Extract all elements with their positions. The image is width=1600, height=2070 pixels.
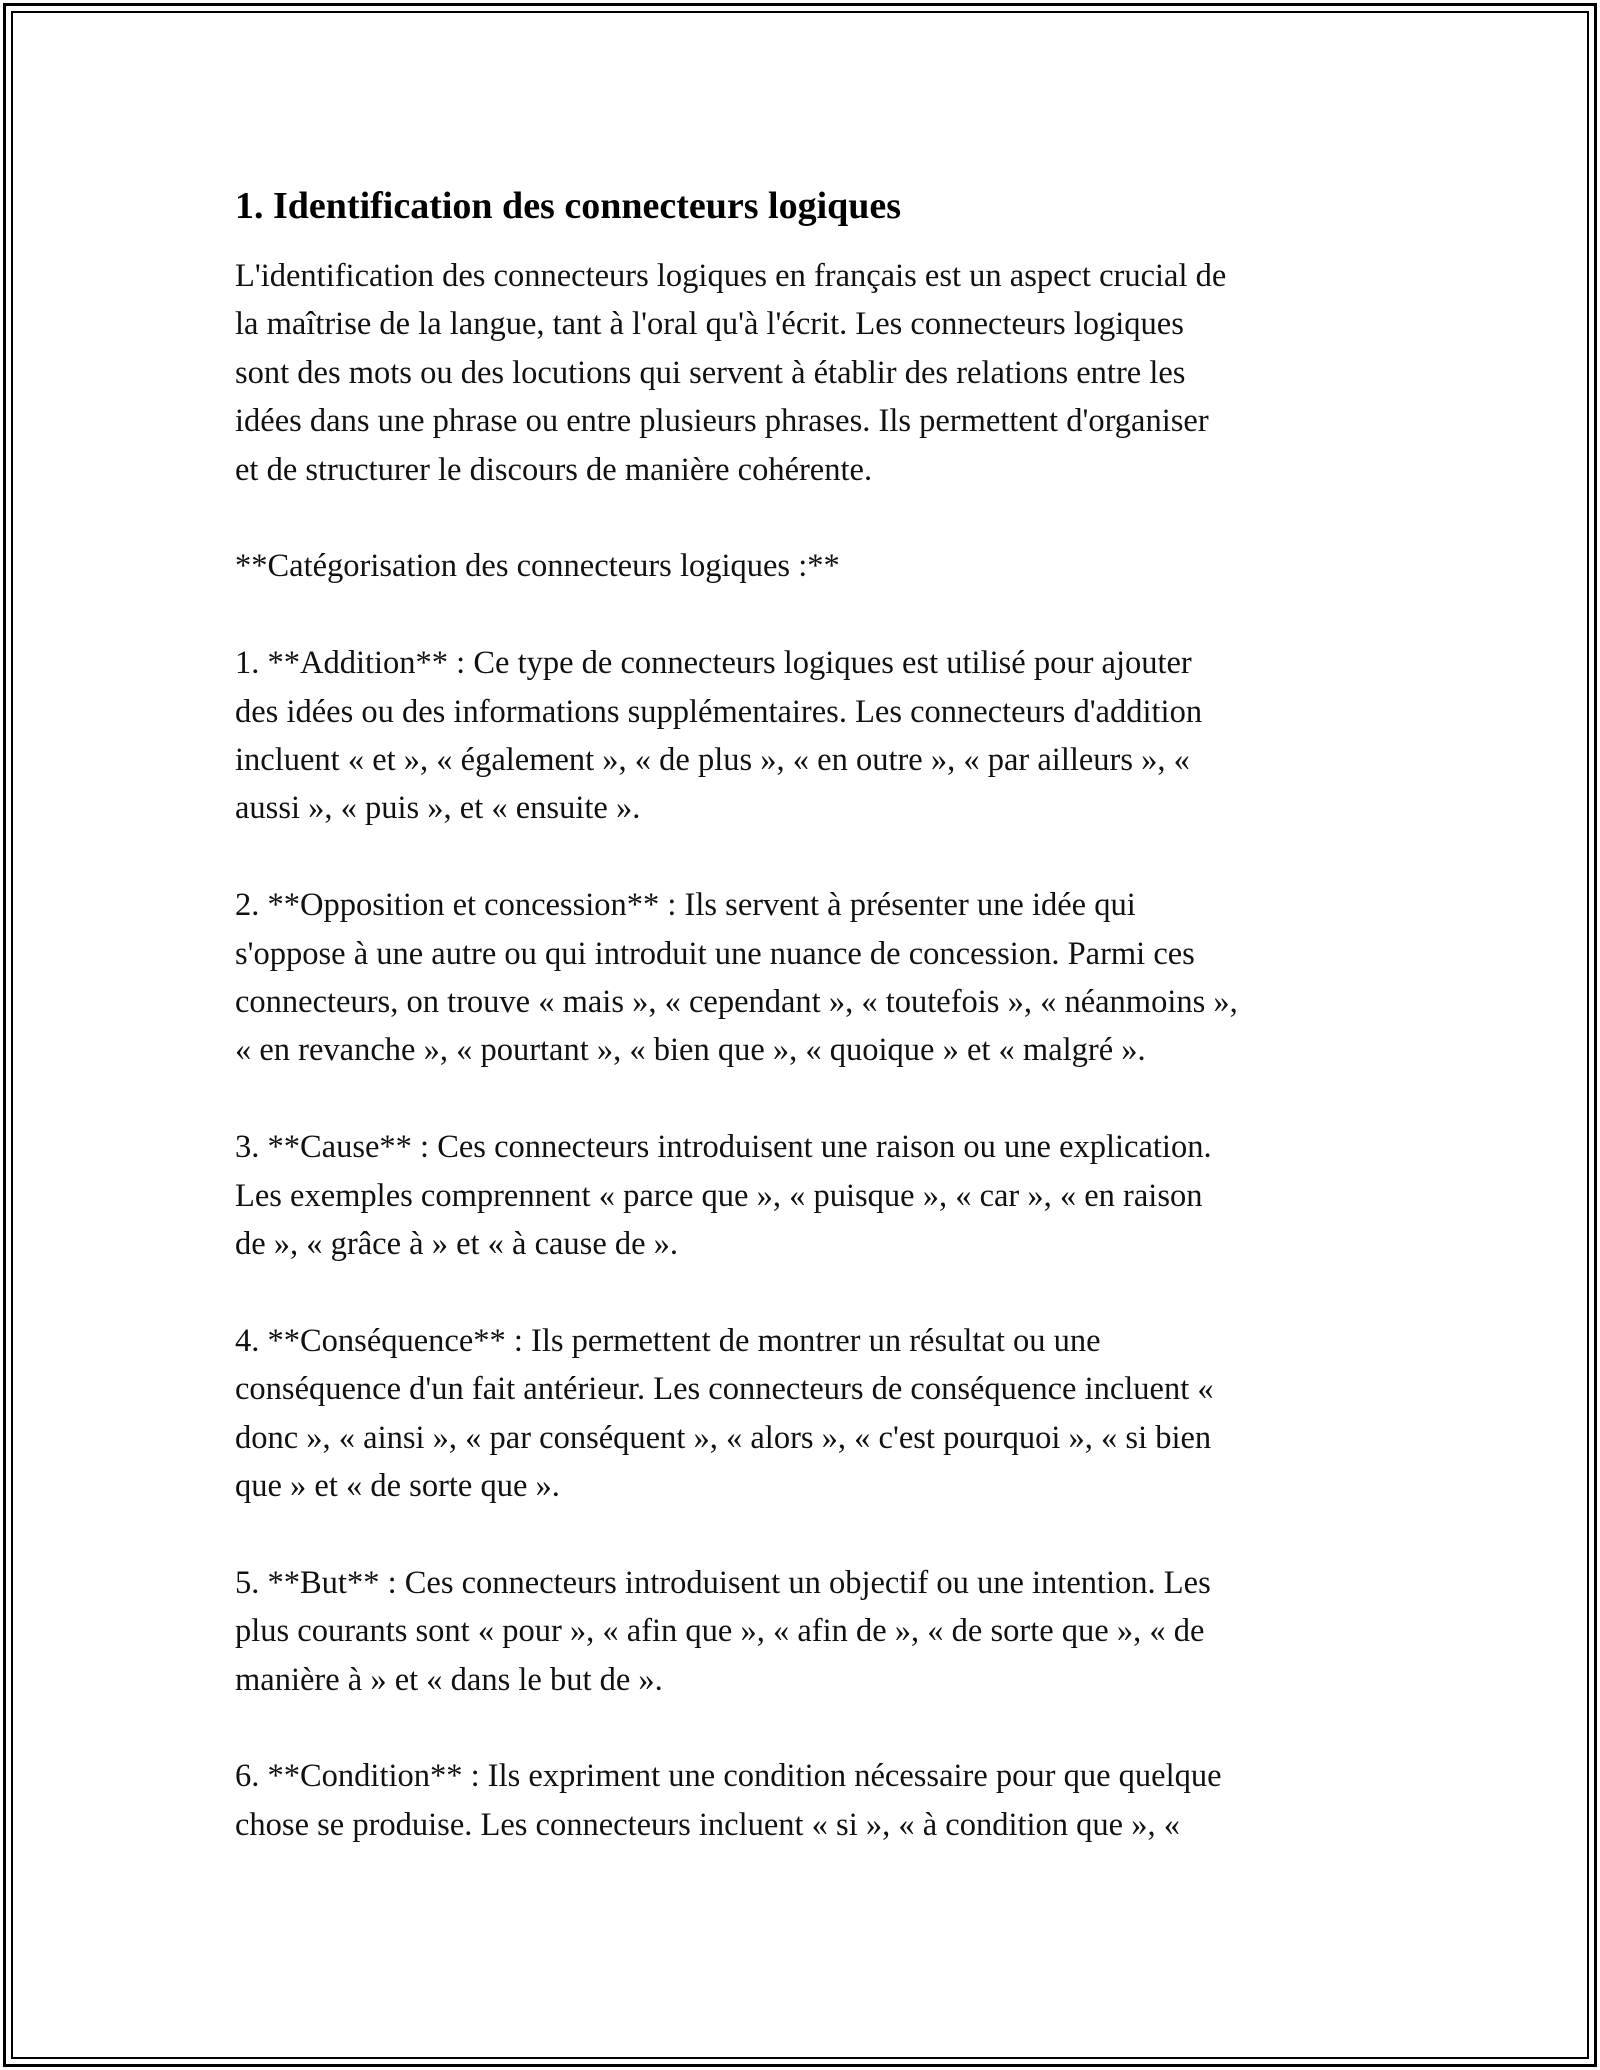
document-body bbox=[235, 182, 1375, 1898]
categorization-title: **Catégorisation des connecteurs logiques :** bbox=[235, 548, 840, 585]
intro-paragraph: L'identification des connecteurs logiques en français est un aspect crucial de la maîtrise de la langue, tant à l'oral qu'à l'écrit. Les connecteurs logiques sont des mots ou des locutions qui servent à établir des relations entre les idées dans une phrase ou entre plusieurs phrases. Ils permettent d'organiser et de structurer le discours de manière cohérente. bbox=[235, 258, 1227, 488]
category-addition: 1. **Addition** : Ce type de connecteurs logiques est utilisé pour ajouter des idées ou des informations supplémentaires. Les connecteurs d'addition incluent « et », « également », « de plus », « en outre », « par ailleurs », « aussi », « puis », et « ensuite ». bbox=[235, 645, 1203, 827]
category-but: 5. **But** : Ces connecteurs introduisent un objectif ou une intention. Les plus courants sont « pour », « afin que », « afin de », « de sorte que », « de manière à » et « dans le but de ». bbox=[235, 1564, 1211, 1698]
category-consequence: 4. **Conséquence** : Ils permettent de montrer un résultat ou une conséquence d'un fait antérieur. Les connecteurs de conséquence incluent « donc », « ainsi », « par conséquent », « alors », « c'est pourquoi », « si bien que » et « de sorte que ». bbox=[235, 1322, 1214, 1505]
section-heading: 1. Identification des connecteurs logiques bbox=[235, 185, 902, 227]
category-cause: 3. **Cause** : Ces connecteurs introduisent une raison ou une explication. Les exemples comprennent « parce que », « puisque », « car », « en raison de », « grâce à » et « à cause de ». bbox=[235, 1129, 1212, 1263]
category-condition: 6. **Condition** : Ils expriment une condition nécessaire pour que quelque chose se produise. Les connecteurs incluent « si », « à condition que », « bbox=[235, 1758, 1222, 1843]
category-opposition-concession: 2. **Opposition et concession** : Ils servent à présenter une idée qui s'oppose à une autre ou qui introduit une nuance de concession. Parmi ces connecteurs, on trouve « mais », « cependant », « toutefois », « néanmoins », « en revanche », « pourtant », « bien que », « quoique » et « malgré ». bbox=[235, 887, 1238, 1069]
